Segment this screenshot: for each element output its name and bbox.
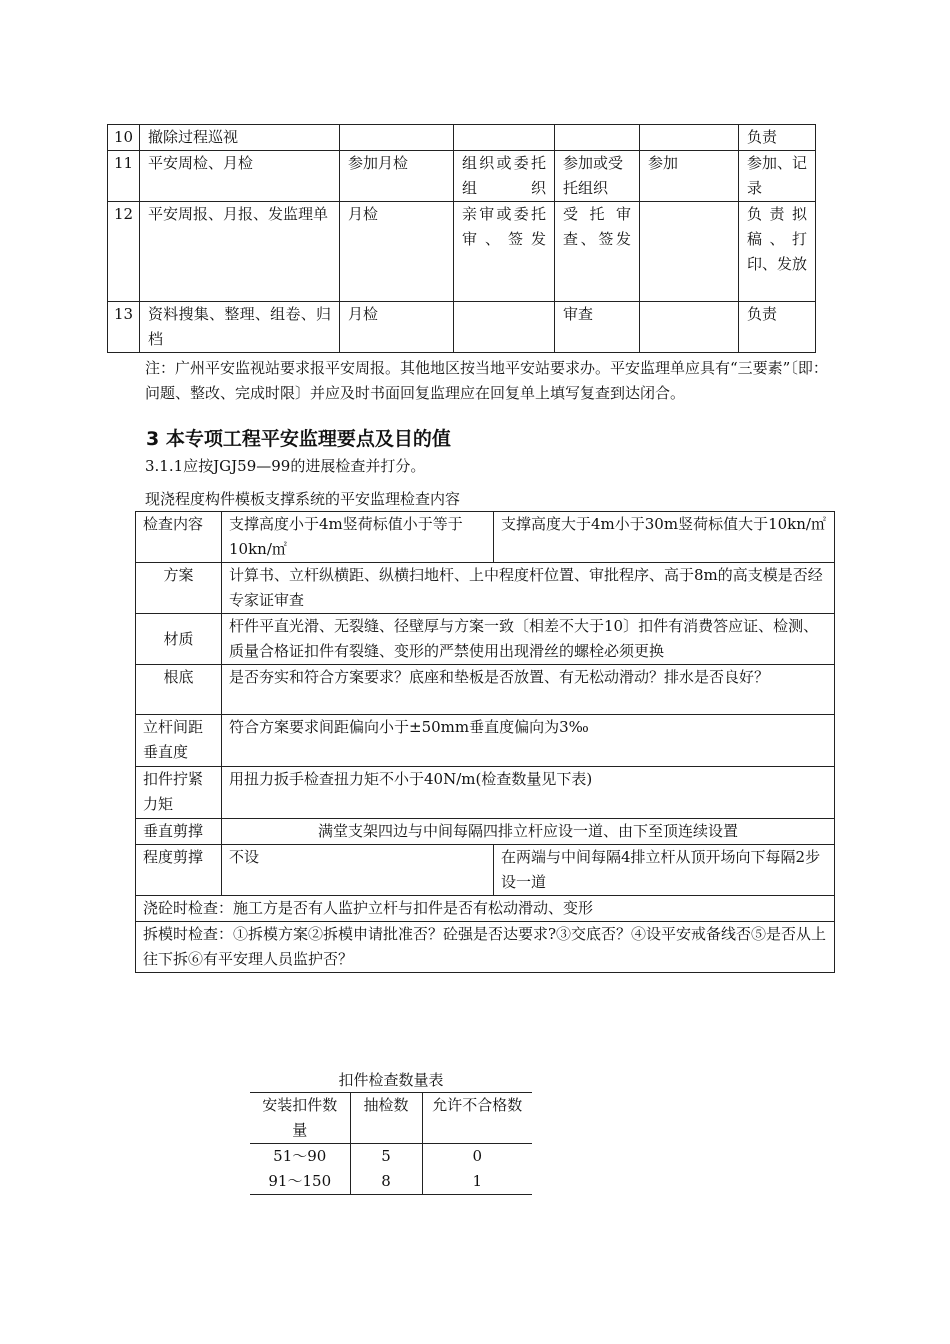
row-label: 检查内容 (136, 512, 222, 563)
cell: 用扭力扳手检查扭力矩不小于40N/m(检查数量见下表) (222, 767, 835, 819)
cell: 杆件平直光滑、无裂缝、径壁厚与方案一致〔相差不大于10〕扣件有消费答应证、检测、质量合格证扣件有裂缝、变形的严禁使用出现滑丝的螺栓必须更换 (222, 614, 835, 665)
fastener-table (250, 1092, 532, 1195)
cell: 0 (422, 1144, 532, 1170)
table-row (136, 665, 835, 715)
cell: 91～150 (250, 1169, 350, 1195)
duty-item: 平安周检、月检 (140, 151, 340, 202)
table-row (136, 819, 835, 845)
duty-cell: 组织或委托组织 (454, 151, 555, 202)
duty-cell: 受托审查、签发 (555, 202, 640, 302)
row-number: 12 (108, 202, 140, 302)
cell: 是否夯实和符合方案要求？底座和垫板是否放置、有无松动滑动？排水是否良好？ (222, 665, 835, 715)
cell: 浇砼时检查：施工方是否有人监护立杆与扣件是否有松动滑动、变形 (136, 896, 835, 922)
duty-table (107, 124, 816, 353)
section-heading: 3 本专项工程平安监理要点及目的值 (146, 428, 451, 450)
row-number: 10 (108, 125, 140, 151)
cell: 支撑高度大于4m小于30m竖荷标值大于10kn/㎡ (494, 512, 835, 563)
duty-cell: 月检 (340, 302, 454, 353)
duty-cell (454, 302, 555, 353)
duty-cell: 审查 (555, 302, 640, 353)
duty-cell: 负责 (739, 125, 816, 151)
table-row (108, 202, 816, 302)
duty-cell (640, 302, 739, 353)
row-label: 程度剪撑 (136, 845, 222, 896)
table-row (136, 512, 835, 563)
duty-cell (340, 125, 454, 151)
cell: 1 (422, 1169, 532, 1195)
duty-cell: 参加月检 (340, 151, 454, 202)
table-row (250, 1144, 532, 1170)
cell: 计算书、立杆纵横距、纵横扫地杆、上中程度杆位置、审批程序、高于8m的高支模是否经专家证审查 (222, 563, 835, 614)
row-label: 材质 (136, 614, 222, 665)
fastener-table-caption: 扣件检查数量表 (338, 1071, 444, 1089)
cell: 符合方案要求间距偏向小于±50mm垂直度偏向为3‰ (222, 715, 835, 767)
table-note: 注：广州平安监视站要求报平安周报。其他地区按当地平安站要求办。平安监理单应具有“三要素”〔即：问题、整改、完成时限〕并应及时书面回复监理应在回复单上填写复查到达闭合。 (145, 359, 828, 402)
duty-item: 资料搜集、整理、组卷、归档 (140, 302, 340, 353)
cell: 拆模时检查：①拆模方案②拆模申请批准否？砼强是否达要求?③交底否？④设平安戒备线否⑤是否从上往下拆⑥有平安理人员监护否？ (136, 922, 835, 973)
duty-cell: 亲审或委托审、签发 (454, 202, 555, 302)
table-row (136, 845, 835, 896)
table-row (136, 715, 835, 767)
cell: 支撑高度小于4m竖荷标值小于等于10kn/㎡ (222, 512, 494, 563)
duty-cell: 参加、记录 (739, 151, 816, 202)
duty-item: 平安周报、月报、发监理单 (140, 202, 340, 302)
cell: 不设 (222, 845, 494, 896)
duty-cell: 参加 (640, 151, 739, 202)
cell: 5 (350, 1144, 422, 1170)
table-row (250, 1169, 532, 1195)
cell: 51～90 (273, 1147, 327, 1165)
table-header-row (250, 1093, 532, 1144)
inspection-table-caption: 现浇程度构件模板支撑系统的平安监理检查内容 (145, 490, 461, 508)
table-row (136, 922, 835, 973)
duty-cell: 参加或受托组织 (555, 151, 640, 202)
table-row (108, 125, 816, 151)
table-row (108, 302, 816, 353)
table-row (108, 151, 816, 202)
column-header: 允许不合格数 (422, 1093, 532, 1144)
duty-item: 撤除过程巡视 (140, 125, 340, 151)
table-row (136, 614, 835, 665)
subsection-text: 3.1.1应按JGJ59—99的进展检查并打分。 (145, 457, 426, 475)
duty-cell (640, 125, 739, 151)
inspection-table (135, 511, 835, 973)
duty-cell: 月检 (340, 202, 454, 302)
row-number: 11 (108, 151, 140, 202)
duty-cell: 负责 (739, 302, 816, 353)
duty-cell (454, 125, 555, 151)
row-number: 13 (108, 302, 140, 353)
row-label: 立杆间距垂直度 (136, 715, 222, 767)
duty-cell (640, 202, 739, 302)
row-label: 根底 (136, 665, 222, 715)
table-row (136, 563, 835, 614)
duty-cell (555, 125, 640, 151)
column-header: 安装扣件数量 (250, 1093, 350, 1144)
duty-cell: 负责拟稿、打印、发放 (739, 202, 816, 302)
row-label: 垂直剪撑 (136, 819, 222, 845)
column-header: 抽检数 (350, 1093, 422, 1144)
cell: 8 (350, 1169, 422, 1195)
row-label: 扣件拧紧力矩 (136, 767, 222, 819)
table-row (136, 767, 835, 819)
row-label: 方案 (136, 563, 222, 614)
cell: 满堂支架四边与中间每隔四排立杆应设一道、由下至顶连续设置 (222, 819, 835, 845)
cell: 在两端与中间每隔4排立杆从顶开场向下每隔2步设一道 (494, 845, 835, 896)
table-row (136, 896, 835, 922)
